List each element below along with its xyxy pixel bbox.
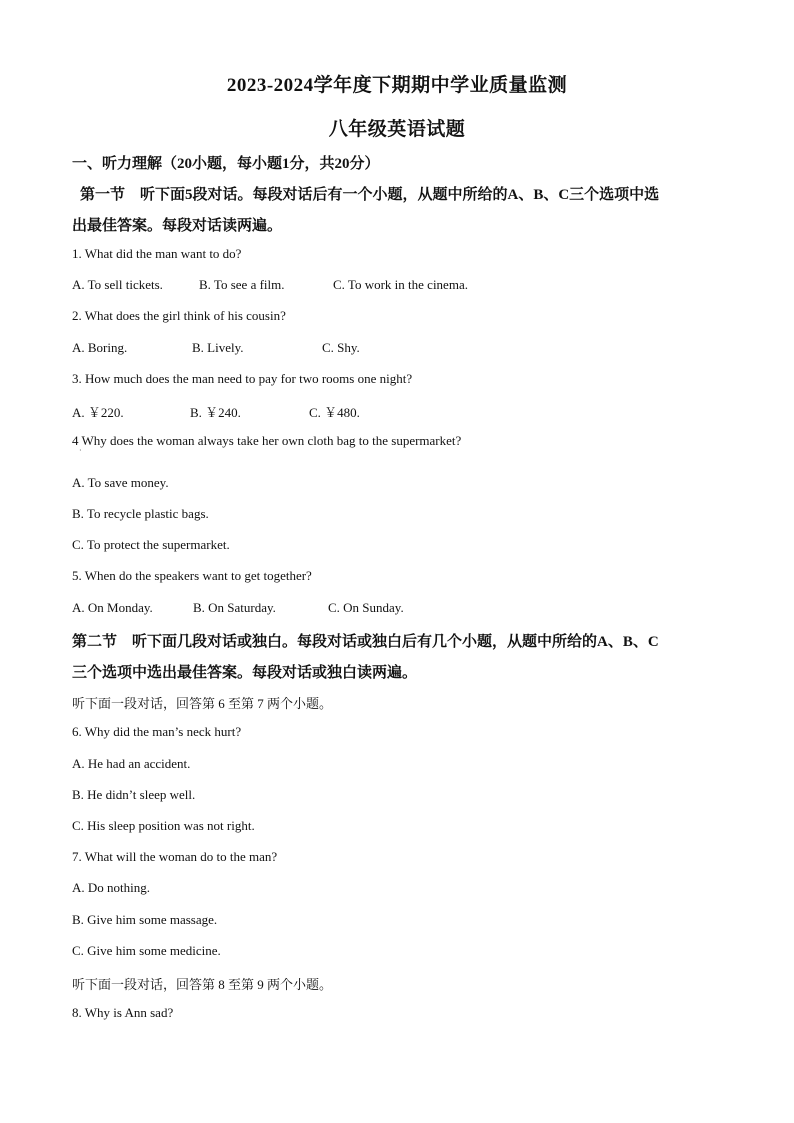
question-6: 6. Why did the man’s neck hurt?: [72, 724, 242, 739]
part1-instruction-line1: 第一节 听下面5段对话。每段对话后有一个小题，从题中所给的A、B、C三个选项中选: [80, 187, 660, 203]
question-8: 8. Why is Ann sad?: [72, 1005, 174, 1020]
q6-option-a: A. He had an accident.: [72, 756, 191, 771]
q2-option-c: C. Shy.: [322, 340, 360, 355]
q1-option-a: A. To sell tickets.: [72, 277, 163, 292]
instruction-8-9: 听下面一段对话，回答第 8 至第 9 两个小题。: [72, 977, 333, 992]
q5-option-c: C. On Sunday.: [328, 600, 404, 615]
q7-option-a: A. Do nothing.: [72, 880, 150, 895]
stray-mark: ·: [79, 446, 82, 455]
q4-option-a: A. To save money.: [72, 475, 169, 490]
q4-option-b: B. To recycle plastic bags.: [72, 506, 209, 521]
q2-option-a: A. Boring.: [72, 340, 128, 355]
section-heading: 一、听力理解（20小题，每小题1分，共20分）: [72, 156, 380, 172]
question-2: 2. What does the girl think of his cousin?: [72, 308, 286, 323]
q1-option-c: C. To work in the cinema.: [333, 277, 468, 292]
question-4: 4 Why does the woman always take her own cloth bag to the supermarket?: [72, 433, 462, 448]
question-7: 7. What will the woman do to the man?: [72, 849, 278, 864]
q3-option-a: A. ￥220.: [72, 405, 124, 420]
question-3: 3. How much does the man need to pay for two rooms one night?: [72, 371, 413, 386]
q7-option-c: C. Give him some medicine.: [72, 943, 221, 958]
q3-option-c: C. ￥480.: [309, 405, 360, 420]
exam-title: 2023-2024学年度下期期中学业质量监测: [226, 75, 568, 96]
q1-option-b: B. To see a film.: [199, 277, 285, 292]
exam-subtitle: 八年级英语试题: [328, 119, 466, 140]
q4-option-c: C. To protect the supermarket.: [72, 537, 230, 552]
q5-option-a: A. On Monday.: [72, 600, 153, 615]
q7-option-b: B. Give him some massage.: [72, 912, 218, 927]
q3-option-b: B. ￥240.: [190, 405, 241, 420]
q5-option-b: B. On Saturday.: [193, 600, 276, 615]
q2-option-b: B. Lively.: [192, 340, 244, 355]
instruction-6-7: 听下面一段对话，回答第 6 至第 7 两个小题。: [72, 696, 333, 711]
q6-option-b: B. He didn’t sleep well.: [72, 787, 196, 802]
question-1: 1. What did the man want to do?: [72, 246, 242, 261]
q6-option-c: C. His sleep position was not right.: [72, 818, 255, 833]
question-5: 5. When do the speakers want to get together?: [72, 568, 312, 583]
part2-instruction-line2: 三个选项中选出最佳答案。每段对话或独白读两遍。: [72, 665, 418, 681]
part2-instruction-line1: 第二节 听下面几段对话或独白。每段对话或独白后有几个小题，从题中所给的A、B、C: [72, 634, 659, 650]
part1-instruction-line2: 出最佳答案。每段对话读两遍。: [72, 218, 283, 234]
